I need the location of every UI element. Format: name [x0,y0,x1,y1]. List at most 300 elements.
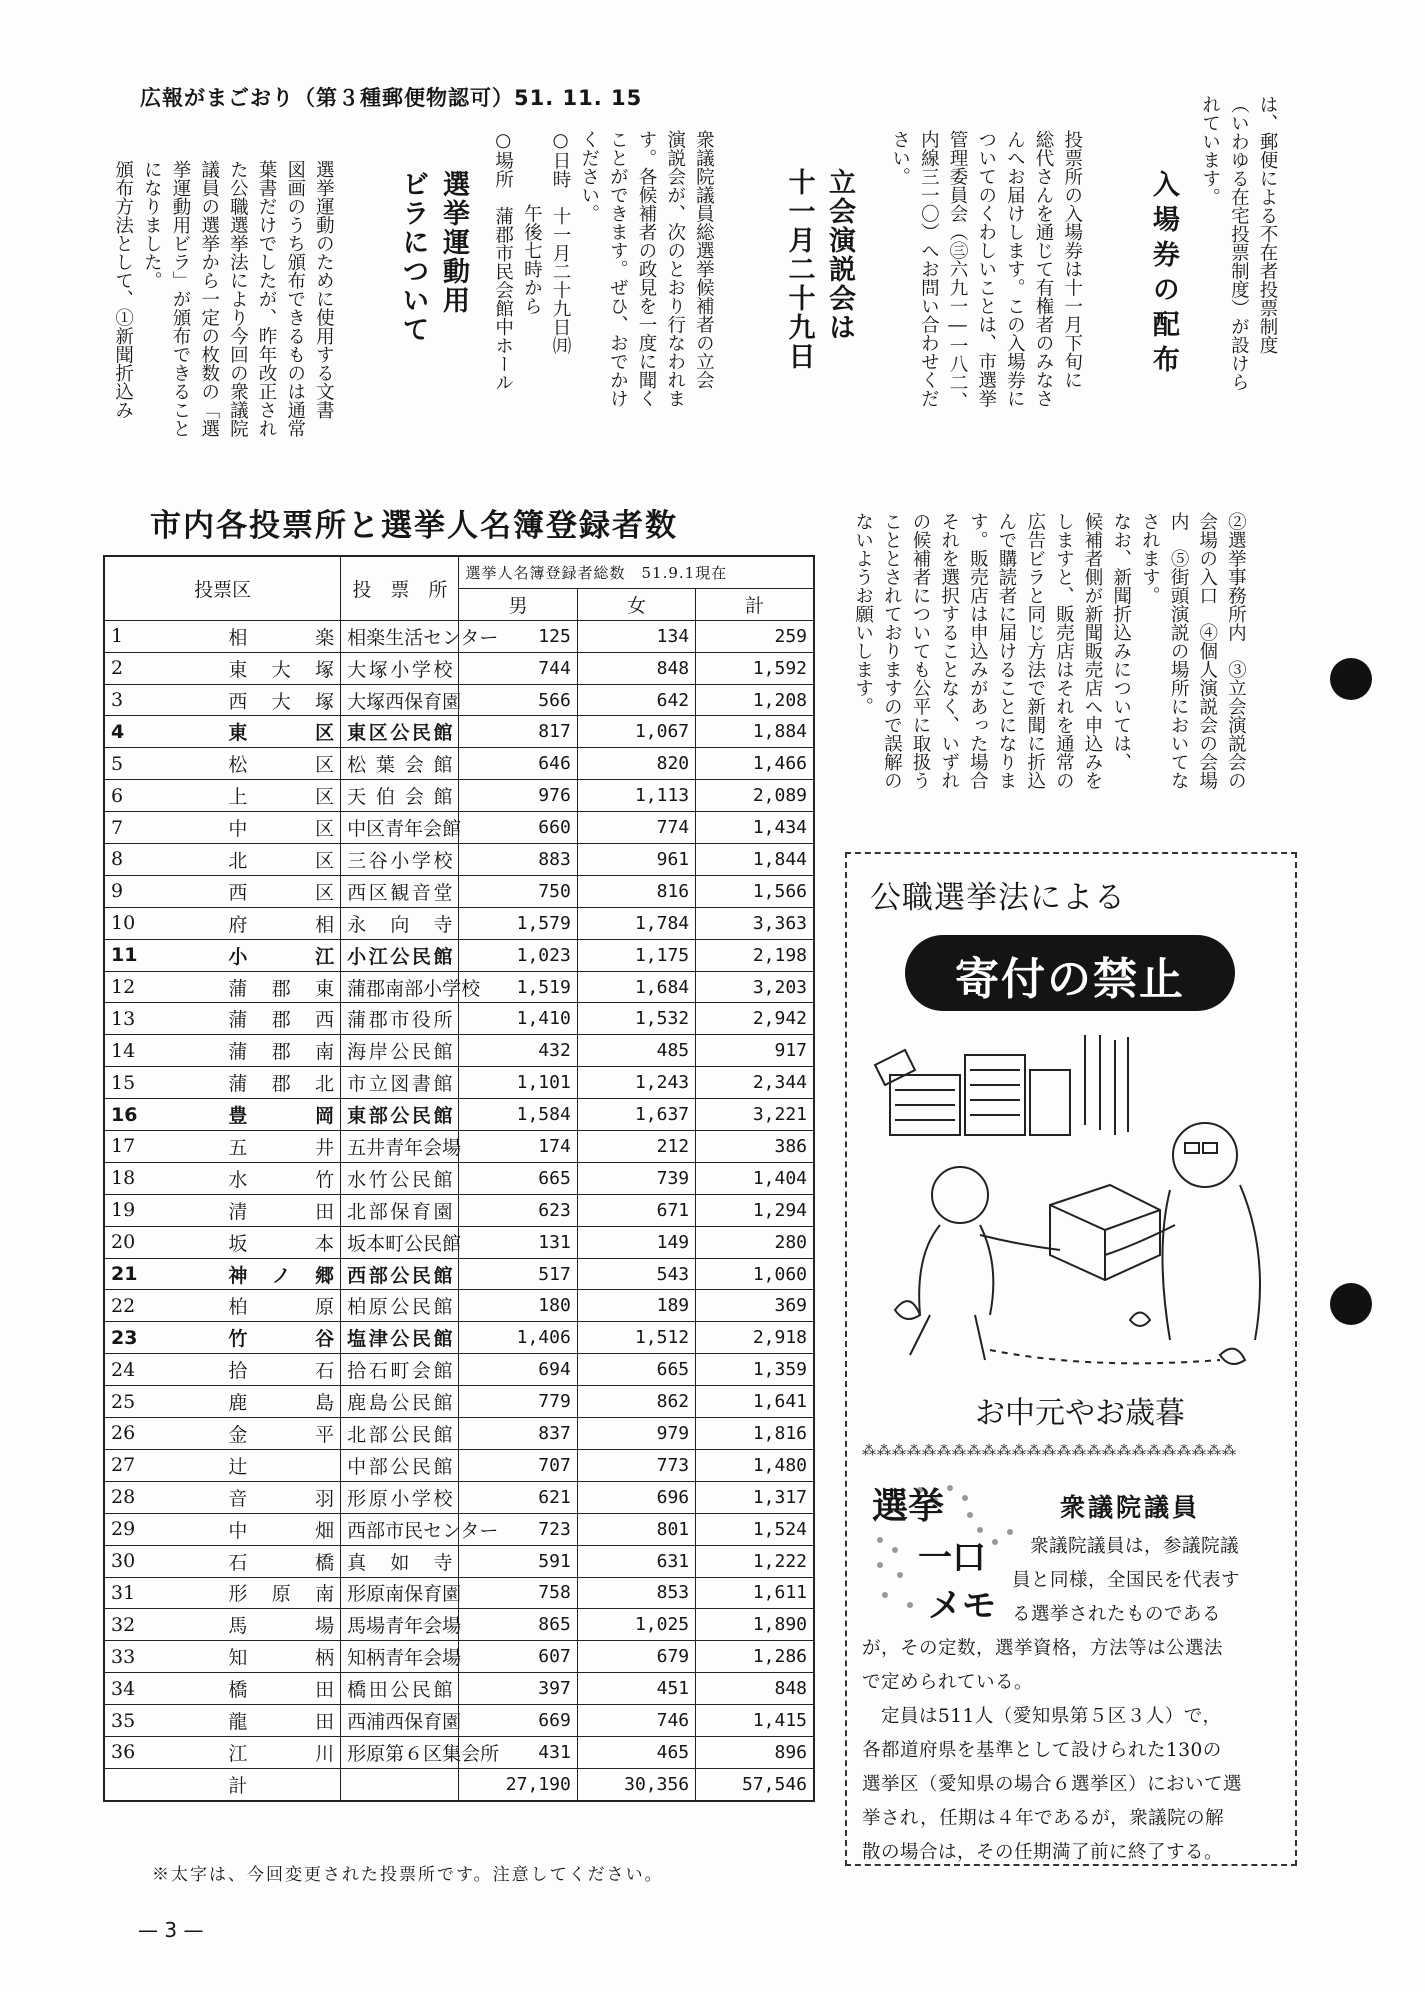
memo-label-hitokuchi: 一口 [918,1538,986,1578]
row-male: 125 [459,620,577,652]
row-place: 中区青年会館 [341,812,459,844]
row-female: 853 [577,1577,695,1609]
row-place: 海岸公民館 [341,1035,459,1067]
total-total: 57,546 [696,1768,814,1800]
total-place [341,1768,459,1800]
memo-line: 散の場合は，その任期満了前に終了する。 [862,1842,1224,1863]
table-row [104,1194,814,1226]
row-place: 真如寺 [341,1545,459,1577]
row-district: 坂本 [222,1226,340,1258]
row-female: 485 [577,1035,695,1067]
table-row [104,1641,814,1673]
row-no: 24 [104,1354,222,1386]
row-no: 2 [104,652,222,684]
row-total: 1,844 [696,844,814,876]
memo-line: 選挙区（愛知県の場合６選挙区）において選 [862,1774,1243,1795]
row-no: 27 [104,1449,222,1481]
row-total: 3,221 [696,1099,814,1131]
row-district: 江川 [222,1736,340,1768]
row-place: 水竹公民館 [341,1162,459,1194]
row-male: 607 [459,1641,577,1673]
table-row [104,684,814,716]
row-female: 134 [577,620,695,652]
row-total: 2,198 [696,939,814,971]
binder-hole [1330,658,1372,700]
table-row [104,1513,814,1545]
absentee-vote-continuation: は、郵便による不在者投票制度 （いわゆる在宅投票制度）が設けら れています。 [1199,95,1279,391]
row-place: 西区観音堂 [341,875,459,907]
row-total: 1,359 [696,1354,814,1386]
row-female: 451 [577,1673,695,1705]
row-total: 2,089 [696,780,814,812]
row-male: 431 [459,1736,577,1768]
row-district: 蒲郡南 [222,1035,340,1067]
row-no: 16 [104,1099,222,1131]
row-total: 2,918 [696,1322,814,1354]
row-male: 976 [459,780,577,812]
table-row [104,1162,814,1194]
polling-stations-table [103,555,815,1802]
table-body [104,620,814,1768]
row-male: 174 [459,1131,577,1163]
row-place: 北部公民館 [341,1418,459,1450]
memo-line: 衆議院議員は，参議院議 [1030,1536,1240,1557]
row-place: 蒲郡市役所 [341,1003,459,1035]
row-place: 中部公民館 [341,1449,459,1481]
table-row [104,1131,814,1163]
row-no: 5 [104,748,222,780]
header-total: 計 [696,588,814,620]
row-female: 671 [577,1194,695,1226]
row-no: 12 [104,971,222,1003]
row-no: 23 [104,1322,222,1354]
row-male: 779 [459,1386,577,1418]
table-total-row [104,1768,814,1800]
row-male: 817 [459,716,577,748]
row-total: 386 [696,1131,814,1163]
row-place: 天伯会館 [341,780,459,812]
row-no: 31 [104,1577,222,1609]
row-no: 35 [104,1705,222,1737]
row-male: 591 [459,1545,577,1577]
row-male: 837 [459,1418,577,1450]
memo-heading: 衆議院議員 [1060,1493,1201,1522]
row-total: 369 [696,1290,814,1322]
row-total: 1,208 [696,684,814,716]
row-place: 蒲郡南部小学校 [341,971,459,1003]
row-female: 1,532 [577,1003,695,1035]
row-place: 永向寺 [341,907,459,939]
table-row [104,780,814,812]
row-total: 1,294 [696,1194,814,1226]
gift-caption: お中元やお歳暮 [975,1396,1185,1431]
row-no: 28 [104,1481,222,1513]
memo-line: が，その定数，選挙資格，方法等は公選法 [862,1638,1224,1659]
row-no: 1 [104,620,222,652]
row-district: 中区 [222,812,340,844]
row-male: 517 [459,1258,577,1290]
row-place: 形原南保育園 [341,1577,459,1609]
row-place: 西部公民館 [341,1258,459,1290]
row-district: 馬場 [222,1609,340,1641]
row-place: 三谷小学校 [341,844,459,876]
row-district: 音羽 [222,1481,340,1513]
row-no: 4 [104,716,222,748]
binder-hole [1330,1283,1372,1325]
row-total: 1,415 [696,1705,814,1737]
row-female: 1,684 [577,971,695,1003]
row-no: 22 [104,1290,222,1322]
table-row [104,812,814,844]
row-female: 1,067 [577,716,695,748]
row-no: 32 [104,1609,222,1641]
row-male: 723 [459,1513,577,1545]
row-place: 東区公民館 [341,716,459,748]
row-male: 1,519 [459,971,577,1003]
row-female: 631 [577,1545,695,1577]
total-label: 計 [222,1768,340,1800]
row-district: 橋田 [222,1673,340,1705]
row-female: 816 [577,875,695,907]
ticket-heading: 入場券の配布 [1147,170,1179,380]
table-row [104,971,814,1003]
row-female: 696 [577,1481,695,1513]
header-place: 投 票 所 [341,556,459,620]
table-row [104,1035,814,1067]
newsletter-header: 広報がまごおり（第３種郵便物認可）51. 11. 15 [140,86,643,110]
row-total: 1,884 [696,716,814,748]
flyer-continuation: ②選挙事務所内 ③立会演説会の 会場の入口 ④個人演説会の会場 内 ⑤街頭演説の場所においてな されます。 なお、新聞折込みについては、 候補者側が新聞販売店へ申込みを しますと、販売店はそれを通常の 広告ビラと同じ方法で新聞に折込 んで購読者に届けることになりま す。販売店は申込みがあった場合 それを選択することなく、いずれ の候補者についても公平に取扱う こととされておりますので誤解の ないようお願いします。 [852,512,1247,790]
row-female: 212 [577,1131,695,1163]
row-no: 30 [104,1545,222,1577]
row-no: 33 [104,1641,222,1673]
row-place: 東部公民館 [341,1099,459,1131]
row-female: 979 [577,1418,695,1450]
table-row [104,748,814,780]
row-place: 市立図書館 [341,1067,459,1099]
memo-line: る選挙されたものである [1012,1604,1222,1625]
ban-banner-text: 寄付の禁止 [955,954,1185,1005]
row-no: 9 [104,875,222,907]
row-district: 知柄 [222,1641,340,1673]
row-total: 1,060 [696,1258,814,1290]
row-total: 896 [696,1736,814,1768]
row-no: 7 [104,812,222,844]
row-no: 3 [104,684,222,716]
table-row [104,1545,814,1577]
row-district: 清田 [222,1194,340,1226]
row-male: 623 [459,1194,577,1226]
row-district: 相楽 [222,620,340,652]
row-district: 東大塚 [222,652,340,684]
table-row [104,1099,814,1131]
row-male: 669 [459,1705,577,1737]
row-place: 柏原公民館 [341,1290,459,1322]
table-row [104,1067,814,1099]
row-female: 773 [577,1449,695,1481]
memo-line: で定められている。 [862,1672,1034,1693]
row-total: 1,641 [696,1386,814,1418]
row-place: 北部保育園 [341,1194,459,1226]
row-male: 1,406 [459,1322,577,1354]
row-place: 大塚西保育園 [341,684,459,716]
row-male: 1,101 [459,1067,577,1099]
row-female: 1,113 [577,780,695,812]
row-no: 10 [104,907,222,939]
row-male: 660 [459,812,577,844]
row-female: 820 [577,748,695,780]
row-district: 柏原 [222,1290,340,1322]
row-total: 1,611 [696,1577,814,1609]
row-place: 西浦西保育園 [341,1705,459,1737]
row-place: 拾石町会館 [341,1354,459,1386]
table-row [104,1322,814,1354]
row-place: 馬場青年会場 [341,1609,459,1641]
row-no: 26 [104,1418,222,1450]
row-district: 東区 [222,716,340,748]
row-district: 府相 [222,907,340,939]
row-male: 865 [459,1609,577,1641]
row-female: 543 [577,1258,695,1290]
row-no: 25 [104,1386,222,1418]
row-place: 橋田公民館 [341,1673,459,1705]
row-female: 848 [577,652,695,684]
row-place: 形原小学校 [341,1481,459,1513]
row-district: 豊岡 [222,1099,340,1131]
memo-line: 定員は511人（愛知県第５区３人）で， [862,1706,1222,1727]
row-place: 形原第６区集会所 [341,1736,459,1768]
row-female: 801 [577,1513,695,1545]
row-district: 蒲郡西 [222,1003,340,1035]
row-female: 1,025 [577,1609,695,1641]
row-district: 金平 [222,1418,340,1450]
row-district: 上区 [222,780,340,812]
table-note: ※太字は、今回変更された投票所です。注意してください。 [152,1865,664,1885]
row-place: 五井青年会場 [341,1131,459,1163]
table-row [104,1673,814,1705]
table-row [104,1705,814,1737]
row-total: 1,816 [696,1418,814,1450]
row-place: 小江公民館 [341,939,459,971]
row-male: 758 [459,1577,577,1609]
row-male: 1,410 [459,1003,577,1035]
memo-line: 員と同様，全国民を代表す [1012,1570,1241,1591]
row-district: 竹谷 [222,1322,340,1354]
row-district: 鹿島 [222,1386,340,1418]
row-total: 2,942 [696,1003,814,1035]
row-place: 塩津公民館 [341,1322,459,1354]
row-total: 917 [696,1035,814,1067]
table-row [104,716,814,748]
row-no: 36 [104,1736,222,1768]
row-total: 1,434 [696,812,814,844]
page-number: — 3 — [138,1918,204,1942]
row-total: 2,344 [696,1067,814,1099]
memo-label-memo: メモ [928,1586,996,1626]
row-male: 744 [459,652,577,684]
total-no [104,1768,222,1800]
row-district: 龍田 [222,1705,340,1737]
row-place: 相楽生活センター [341,620,459,652]
row-no: 14 [104,1035,222,1067]
row-place: 松葉会館 [341,748,459,780]
row-male: 432 [459,1035,577,1067]
box-title: 公職選挙法による [870,880,1126,916]
row-district: 水竹 [222,1162,340,1194]
table-row [104,1258,814,1290]
row-total: 1,566 [696,875,814,907]
row-total: 1,286 [696,1641,814,1673]
row-female: 1,784 [577,907,695,939]
row-no: 29 [104,1513,222,1545]
row-male: 1,023 [459,939,577,971]
row-district: 神ノ郷 [222,1258,340,1290]
row-district: 形原南 [222,1577,340,1609]
table-row [104,1226,814,1258]
row-total: 3,363 [696,907,814,939]
table-row [104,1418,814,1450]
row-male: 707 [459,1449,577,1481]
row-no: 19 [104,1194,222,1226]
table-row [104,844,814,876]
row-female: 961 [577,844,695,876]
row-district: 松区 [222,748,340,780]
row-total: 1,592 [696,652,814,684]
row-female: 862 [577,1386,695,1418]
row-district: 西大塚 [222,684,340,716]
row-male: 566 [459,684,577,716]
table-row [104,652,814,684]
row-female: 1,175 [577,939,695,971]
row-male: 1,584 [459,1099,577,1131]
flyer-body: 選挙運動のために使用する文書 図画のうち頒布できるものは通常 葉書だけでしたが、昨年改正され た公職選挙法により今回の衆議院 議員の選挙から一定の枚数の「選 挙運動用ビラ」が頒布できること になりました。 頒布方法として、①新聞折込み [112,160,335,438]
row-female: 189 [577,1290,695,1322]
header-male: 男 [459,588,577,620]
row-district: 五井 [222,1131,340,1163]
row-place: 坂本町公民館 [341,1226,459,1258]
row-no: 15 [104,1067,222,1099]
row-no: 17 [104,1131,222,1163]
table-row [104,1290,814,1322]
row-total: 1,466 [696,748,814,780]
header-district: 投票区 [104,556,341,620]
row-no: 34 [104,1673,222,1705]
row-place: 鹿島公民館 [341,1386,459,1418]
row-place: 大塚小学校 [341,652,459,684]
row-male: 1,579 [459,907,577,939]
header-registered-group: 選挙人名簿登録者総数 51.9.1現在 [459,556,814,588]
row-district: 石橋 [222,1545,340,1577]
table-row [104,1354,814,1386]
memo-line: 挙され，任期は４年であるが，衆議院の解 [862,1808,1225,1829]
row-male: 694 [459,1354,577,1386]
table-row [104,907,814,939]
row-female: 642 [577,684,695,716]
row-district: 蒲郡北 [222,1067,340,1099]
row-total: 1,222 [696,1545,814,1577]
row-no: 6 [104,780,222,812]
row-female: 1,512 [577,1322,695,1354]
row-place: 西部市民センター [341,1513,459,1545]
row-female: 746 [577,1705,695,1737]
table-row [104,620,814,652]
row-total: 3,203 [696,971,814,1003]
row-female: 1,637 [577,1099,695,1131]
meeting-heading: 立会演説会は 十一月二十九日 [783,168,855,371]
memo-line: 各都道府県を基準として設けられた130の [862,1740,1222,1761]
row-female: 774 [577,812,695,844]
decorative-divider: ⁂⁂⁂⁂⁂⁂⁂⁂⁂⁂⁂⁂⁂⁂⁂⁂⁂⁂⁂⁂⁂⁂⁂⁂⁂ [862,1443,1237,1459]
table-row [104,1577,814,1609]
row-total: 848 [696,1673,814,1705]
row-female: 149 [577,1226,695,1258]
row-no: 13 [104,1003,222,1035]
row-total: 1,480 [696,1449,814,1481]
row-male: 665 [459,1162,577,1194]
row-district: 拾石 [222,1354,340,1386]
gift-giving-illustration [870,1025,1280,1380]
row-total: 1,317 [696,1481,814,1513]
ticket-body: 投票所の入場券は十一月下旬に 総代さんを通じて有権者のみなさ んへお届けします。この入場券に ついてのくわしいことは、市選挙 管理委員会（㊂六九一―一八二、 内線三一〇）へお問い合わせくだ さい。 [889,130,1083,410]
table-row [104,1003,814,1035]
row-no: 11 [104,939,222,971]
row-female: 679 [577,1641,695,1673]
table-row [104,1386,814,1418]
total-male: 27,190 [459,1768,577,1800]
row-male: 397 [459,1673,577,1705]
total-female: 30,356 [577,1768,695,1800]
row-male: 883 [459,844,577,876]
row-total: 1,890 [696,1609,814,1641]
header-female: 女 [577,588,695,620]
row-district: 中畑 [222,1513,340,1545]
table-row [104,1609,814,1641]
row-female: 665 [577,1354,695,1386]
row-no: 21 [104,1258,222,1290]
row-male: 646 [459,748,577,780]
table-row [104,1449,814,1481]
row-female: 1,243 [577,1067,695,1099]
row-no: 18 [104,1162,222,1194]
meeting-body: 衆議院議員総選挙候補者の立会 演説会が、次のとおり行なわれま す。各候補者の政見を一度に聞く ことができます。ぜひ、おでかけ ください。 ○日時 十一月二十九日㈪ 午後七時から ○場所 蒲郡市民会館中ホール [492,130,715,408]
row-female: 739 [577,1162,695,1194]
row-place: 知柄青年会場 [341,1641,459,1673]
row-male: 180 [459,1290,577,1322]
row-total: 1,404 [696,1162,814,1194]
row-male: 621 [459,1481,577,1513]
row-total: 280 [696,1226,814,1258]
flyer-heading: 選挙運動用 ビラについて [397,170,469,344]
row-no: 8 [104,844,222,876]
row-male: 131 [459,1226,577,1258]
row-district: 西区 [222,875,340,907]
row-male: 750 [459,875,577,907]
row-district: 小江 [222,939,340,971]
table-row [104,1736,814,1768]
row-female: 465 [577,1736,695,1768]
table-row [104,875,814,907]
row-district: 蒲郡東 [222,971,340,1003]
table-row [104,1481,814,1513]
row-no: 20 [104,1226,222,1258]
table-row [104,939,814,971]
memo-label-election: 選挙 [872,1486,945,1527]
row-total: 1,524 [696,1513,814,1545]
row-total: 259 [696,620,814,652]
row-district: 辻 [222,1449,340,1481]
table-title: 市内各投票所と選挙人名簿登録者数 [150,508,678,544]
row-district: 北区 [222,844,340,876]
